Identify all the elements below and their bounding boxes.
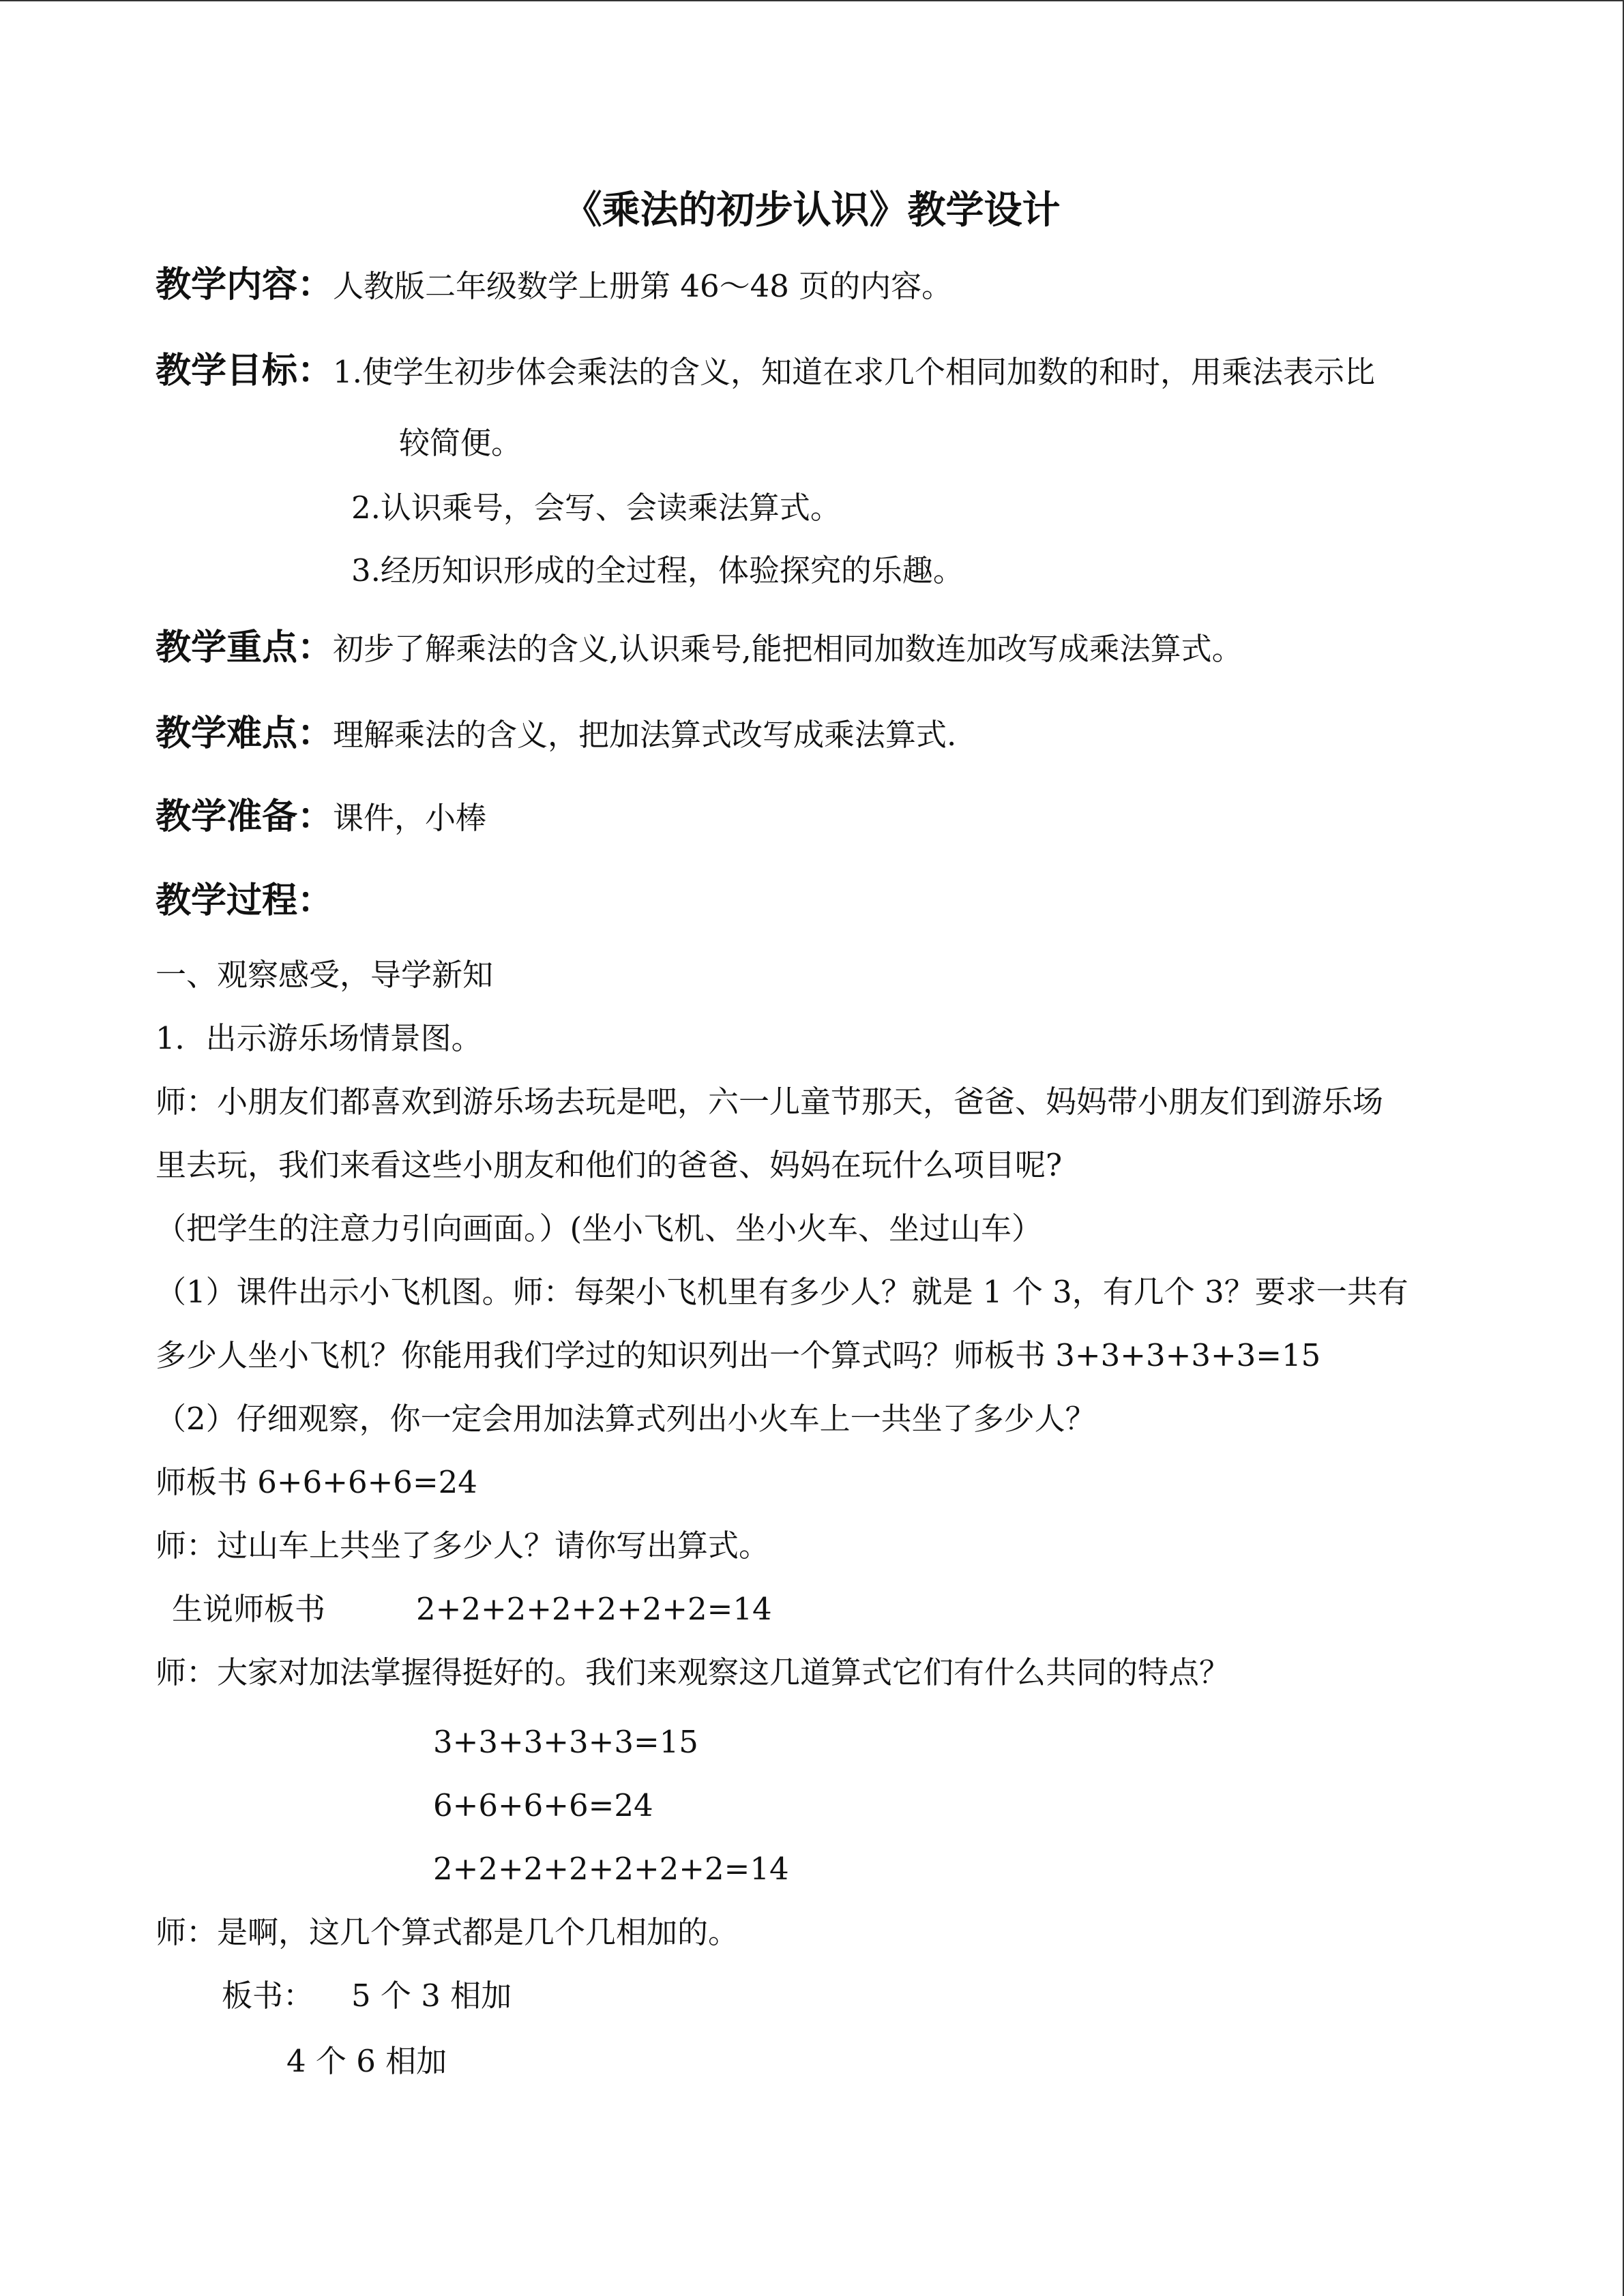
goal-item: 3.经历知识形成的全过程，体验探究的乐趣。 [351,552,964,588]
goal-item: 1.使学生初步体会乘法的含义，知道在求几个相同加数的和时，用乘法表示比 [333,354,1375,390]
process-label: 教学过程： [156,880,334,921]
difficulties-row [156,713,957,754]
difficulties-label: 教学难点： [156,713,334,754]
preparation-label: 教学准备： [156,796,334,837]
preparation-row [156,796,487,837]
process-formula: 3+3+3+3+3=15 [433,1724,698,1760]
goal-item: 较简便。 [399,425,522,461]
process-line: 师：是啊，这几个算式都是几个几相加的。 [156,1914,739,1950]
process-line: 4 个 6 相加 [286,2043,447,2079]
process-line: 里去玩，我们来看这些小朋友和他们的爸爸、妈妈在玩什么项目呢? [156,1147,1063,1183]
process-line: 1．出示游乐场情景图。 [156,1020,482,1056]
process-line: 5 个 3 相加 [351,1978,512,2014]
process-line: 师板书 6+6+6+6=24 [156,1464,477,1500]
process-formula: 6+6+6+6=24 [433,1787,653,1823]
goals-label: 教学目标： [156,351,334,391]
process-line: 一、观察感受，导学新知 [156,957,494,993]
preparation-text: 课件，小棒 [333,800,487,836]
key-points-row [156,627,1243,668]
process-line: 板书： [222,1978,314,2014]
document-title: 《乘法的初步认识》教学设计 [563,188,1061,233]
process-line: 师：小朋友们都喜欢到游乐场去玩是吧，六一儿童节那天，爸爸、妈妈带小朋友们到游乐场 [156,1084,1384,1120]
content-label: 教学内容： [156,265,334,305]
process-formula: 2+2+2+2+2+2+2=14 [416,1591,772,1627]
goals-row [156,353,1375,389]
difficulties-text: 理解乘法的含义，把加法算式改写成乘法算式. [333,717,957,753]
process-line: （把学生的注意力引向画面。）(坐小飞机、坐小火车、坐过山车） [156,1210,1043,1247]
process-line: （1）课件出示小飞机图。师：每架小飞机里有多少人？就是 1 个 3，有几个 3？要求一共有 [156,1274,1408,1310]
process-line: 师：过山车上共坐了多少人？请你写出算式。 [156,1527,770,1564]
key-points-label: 教学重点： [156,627,334,668]
process-line: 多少人坐小飞机？你能用我们学过的知识列出一个算式吗？师板书 3+3+3+3+3=15 [156,1337,1321,1373]
process-formula: 2+2+2+2+2+2+2=14 [433,1851,789,1887]
process-line: 师：大家对加法掌握得挺好的。我们来观察这几道算式它们有什么共同的特点？ [156,1654,1230,1690]
process-line: 生说师板书 [172,1591,326,1627]
content-text: 人教版二年级数学上册第 46～48 页的内容。 [333,268,953,304]
content-row [156,267,952,303]
goal-item: 2.认识乘号，会写、会读乘法算式。 [351,490,841,526]
process-line: （2）仔细观察，你一定会用加法算式列出小火车上一共坐了多少人？ [156,1401,1096,1437]
key-points-text: 初步了解乘法的含义,认识乘号,能把相同加数连加改写成乘法算式。 [333,631,1243,667]
